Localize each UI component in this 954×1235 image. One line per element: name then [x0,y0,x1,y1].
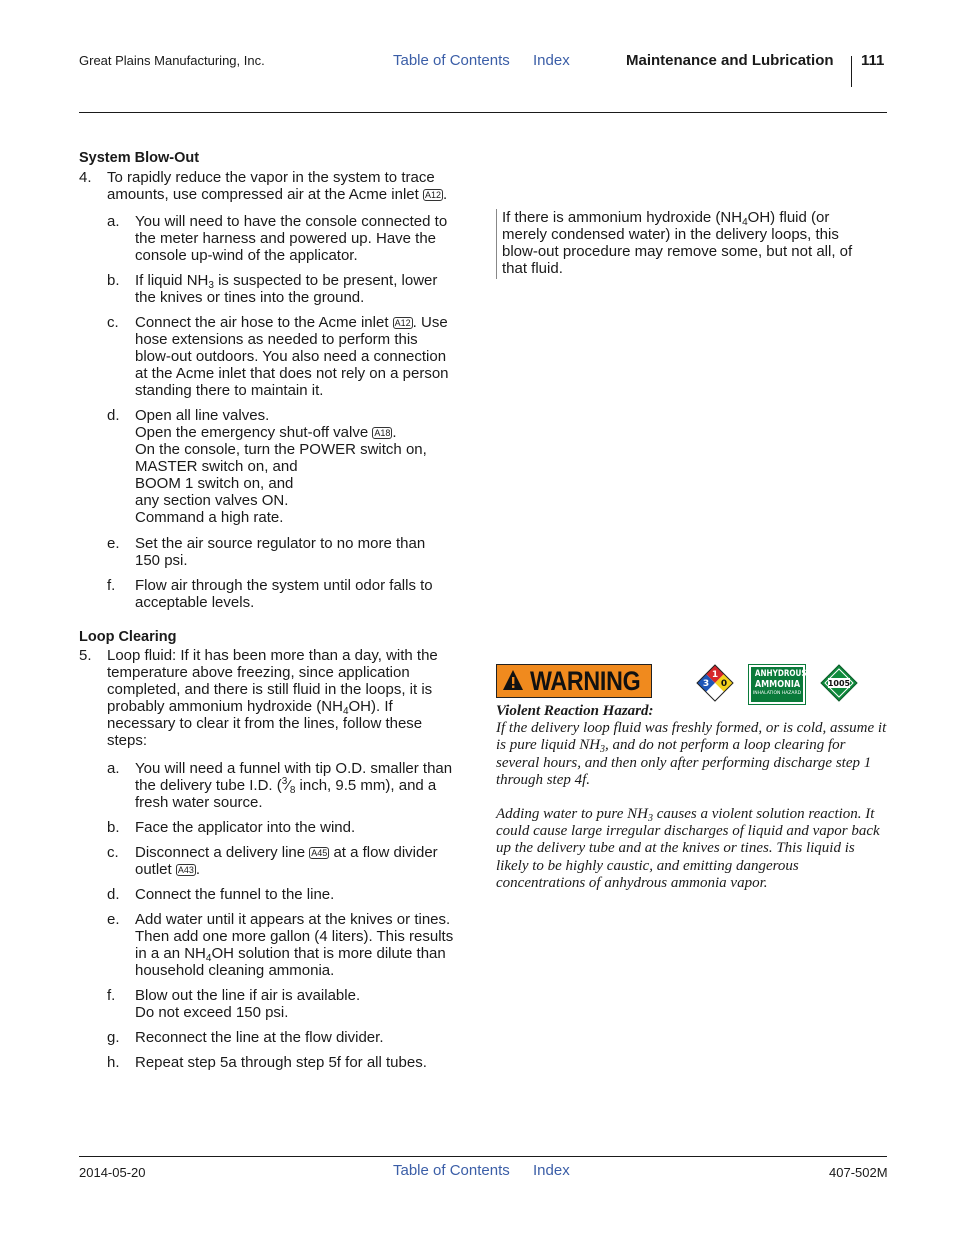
header-rule [79,112,887,113]
warning-signal-word: WARNING [530,666,641,696]
footer-rule [79,1156,887,1157]
company-name: Great Plains Manufacturing, Inc. [79,53,265,68]
header-divider [851,56,852,87]
ref-a18: A18 [374,428,391,438]
note-text: If there is ammonium hydroxide $(NH_4OH)$ fluid (or merely condensed water) in the delivery loops, this blow-out procedure may remove some, but not all, of that fluid. [502,209,853,277]
ref-a43: A43 [177,865,194,875]
step-4-line2: amounts, use compressed air at the Acme inlet A12 . [107,186,448,203]
ref-a12: A12 [425,190,442,200]
hazard-title: Violent Reaction Hazard: [496,703,654,719]
note-bar [496,209,497,279]
nfpa-reactivity: 0 [720,679,728,689]
footer-index-link[interactable]: Index [533,1162,570,1179]
ref-a45: A45 [311,848,328,858]
un-hazmat-diamond-icon [820,664,858,702]
footer-date: 2014-05-20 [79,1165,146,1180]
footer-toc-link[interactable]: Table of Contents [393,1162,510,1179]
hazard-text: Violent Reaction Hazard: If the delivery loop fluid was freshly formed, or is cold, assume it is pure liquid $NH_3$, and do not perform a loop clearing for several hours, and then only after performing discharge step 1 through step 4f. Adding water to pure $NH_3$ causes a violent solution reaction. It could cause large irregular discharges of liquid and vapor back up the delivery tube and at the knives or tines. This liquid is likely to be highly caustic, and emitting dangerous concentrations of anhydrous ammonia vapor. [496,703,887,891]
blowout-heading: System Blow-Out [79,150,200,166]
step-4-line1: To rapidly reduce the vapor in the system to trace [107,169,435,186]
footer-doc-number: 407-502M [829,1165,888,1180]
page-number: 111 [861,52,885,69]
header-toc-link[interactable]: Table of Contents [393,52,510,69]
warning-triangle-icon [502,669,524,691]
section-title: Maintenance and Lubrication [626,52,834,69]
step-number: 4. [79,169,92,186]
nfpa-diamond-icon [696,664,734,702]
nfpa-health: 3 [702,679,710,689]
un-number: 1005 [827,679,851,688]
ammonia-placard: ANHYDROUS AMMONIA INHALATION HAZARD [748,664,806,705]
header-index-link[interactable]: Index [533,52,570,69]
ref-a12: A12 [394,318,411,328]
nfpa-fire: 1 [711,670,719,680]
loop-heading: Loop Clearing [79,629,177,645]
